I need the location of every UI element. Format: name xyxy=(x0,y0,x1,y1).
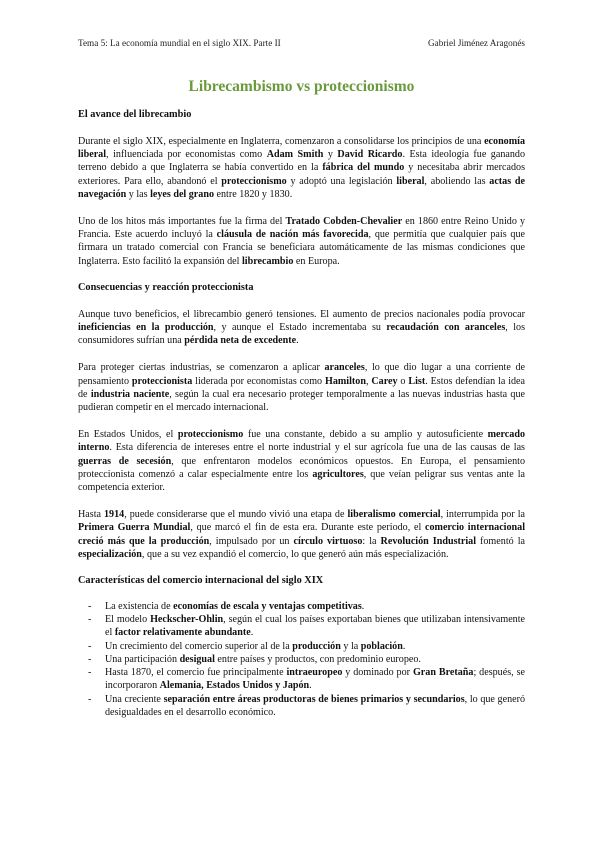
bold-text: desigual xyxy=(179,653,215,665)
bold-text: industria naciente xyxy=(90,388,170,400)
bold-text: Heckscher-Ohlin xyxy=(150,614,224,626)
text-run: , lo que generó desigualdades en el desarrollo económico. xyxy=(105,693,526,718)
text-run: , interrumpida por la xyxy=(440,509,526,521)
text-run: , que veían peligrar sus ventas ante la competencia exterior. xyxy=(78,468,526,494)
list-item xyxy=(78,640,525,653)
text-run: , puede considerarse que el mundo vivió una etapa de xyxy=(124,509,348,521)
bold-text: especialización xyxy=(78,548,142,560)
bold-text: guerras de secesión xyxy=(78,455,172,467)
bold-text: proteccionismo xyxy=(177,429,244,441)
paragraph xyxy=(78,428,525,494)
text-run: Para proteger ciertas industrias, se comenzaron a aplicar xyxy=(78,362,325,374)
list-item-text xyxy=(105,694,525,718)
bold-text: economías de escala y ventajas competitivas xyxy=(173,601,362,613)
text-run: , según la cual era necesario proteger temporalmente a las nuevas industrias hasta que pudieran competir en el mercado internacional. xyxy=(78,388,525,414)
bold-text: recaudación con aranceles xyxy=(386,322,506,334)
bold-text: Revolución Industrial xyxy=(380,535,476,547)
text-run: y xyxy=(323,149,338,161)
bold-text: mercado interno xyxy=(78,429,525,454)
text-run: y dominado por xyxy=(342,667,413,679)
text-run: Uno de los hitos más importantes fue la firma del xyxy=(78,216,286,228)
paragraph xyxy=(78,135,525,201)
bold-text: proteccionismo xyxy=(221,175,287,187)
text-run: fue una constante, debido a su amplio y autosuficiente xyxy=(243,429,488,441)
text-run: o xyxy=(397,375,409,387)
text-run: . xyxy=(309,680,312,692)
text-run: en Europa. xyxy=(293,255,340,267)
text-run: Un crecimiento del comercio superior al de la xyxy=(105,640,293,652)
bold-text: población xyxy=(360,640,403,652)
bold-text: Alemania, Estados Unidos y Japón xyxy=(159,680,310,692)
bold-text: actas de navegación xyxy=(78,175,525,200)
list-item-text xyxy=(105,654,421,665)
text-run: , los consumidores sufrían una xyxy=(78,322,525,347)
text-run: . xyxy=(361,601,365,613)
text-run: Durante el siglo XIX, especialmente en Inglaterra, comenzaron a consolidarse los principios de una xyxy=(78,136,485,147)
header-left: Tema 5: La economía mundial en el siglo XIX. Parte II xyxy=(78,38,281,48)
document-title: Librecambismo vs proteccionismo xyxy=(188,78,415,95)
text-run: . Esta ideología fue ganando terreno debido a que Inglaterra se había convertido en la xyxy=(78,149,525,174)
paragraph xyxy=(78,361,525,414)
text-run: Una participación xyxy=(105,653,180,665)
list-item xyxy=(78,666,525,692)
bullet-marker: - xyxy=(88,640,92,652)
bold-text: círculo virtuoso xyxy=(293,535,363,547)
bold-text: librecambio xyxy=(241,255,294,267)
text-run: : la xyxy=(362,535,381,547)
list-item-text xyxy=(105,667,525,691)
bold-text: liberalismo comercial xyxy=(347,509,441,521)
bold-text: David Ricardo xyxy=(337,149,403,161)
bold-text: pérdida neta de excedente xyxy=(184,335,297,347)
bold-text: liberal xyxy=(396,175,425,187)
text-run: , según el cual los países exportaban bienes que utilizaban intensivamente el xyxy=(105,614,526,639)
bold-text: Gran Bretaña xyxy=(412,667,474,679)
text-run: fomentó la xyxy=(476,535,525,547)
bullet-marker: - xyxy=(88,667,92,679)
bold-text: separación entre áreas productoras de bienes primarios y secundarios xyxy=(163,693,465,705)
text-run: Hasta 1870, el comercio fue principalmente xyxy=(105,667,287,679)
bold-text: cláusula de nación más favorecida xyxy=(216,229,369,241)
text-run: entre países y productos, con predominio europeo. xyxy=(214,653,421,665)
list-item-text xyxy=(105,641,405,652)
header-right: Gabriel Jiménez Aragonés xyxy=(428,38,525,48)
bold-text: Primera Guerra Mundial xyxy=(78,522,191,534)
text-run: Una creciente xyxy=(105,693,164,705)
bold-text: Adam Smith xyxy=(266,149,324,161)
bold-text: Hamilton xyxy=(325,375,366,387)
bold-text: Tratado Cobden-Chevalier xyxy=(285,216,403,228)
text-run: . Estos defendían la idea de xyxy=(78,375,526,400)
list-item xyxy=(78,653,525,666)
text-run: Aunque tuvo beneficios, el librecambio generó tensiones. El aumento de precios nacionales podía provocar xyxy=(78,308,525,320)
list-item-text xyxy=(105,614,525,638)
text-run: . xyxy=(402,640,406,652)
text-run: en 1860 entre Reino Unido y Francia. Este acuerdo incluyó la xyxy=(78,216,525,241)
list-item xyxy=(78,693,525,719)
text-run: . xyxy=(296,335,299,347)
bullet-marker: - xyxy=(88,614,92,626)
page-header xyxy=(78,38,525,49)
text-run: La existencia de xyxy=(105,601,174,613)
text-run: , aboliendo las xyxy=(424,175,490,187)
paragraph xyxy=(78,215,525,268)
text-run: . Esta diferencia de intereses entre el norte industrial y el sur agrícola fue una de las causas de las xyxy=(109,442,525,454)
text-run: , y aunque el Estado incrementaba su xyxy=(213,322,387,334)
bold-text: comercio internacional creció más que la producción xyxy=(78,522,526,547)
bold-text: leyes del grano xyxy=(150,188,214,200)
bullet-marker: - xyxy=(88,693,92,705)
list-item xyxy=(78,613,525,639)
section-heading: Consecuencias y reacción proteccionista xyxy=(78,281,254,293)
text-run: Hasta xyxy=(78,509,104,521)
section-heading: Características del comercio internacional del siglo XIX xyxy=(78,575,324,587)
text-run: entre 1820 y 1830. xyxy=(214,188,293,200)
text-run: ; después, se incorporaron xyxy=(105,667,525,692)
bold-text: fábrica del mundo xyxy=(322,162,405,174)
bold-text: ineficiencias en la producción xyxy=(78,322,214,334)
bold-text: 1914 xyxy=(104,509,125,521)
text-run: , influenciada por economistas como xyxy=(106,149,267,161)
bold-text: aranceles xyxy=(324,362,365,374)
bullet-list xyxy=(78,600,525,719)
bold-text: factor relativamente abundante xyxy=(114,627,251,639)
text-run: , impulsado por un xyxy=(209,535,294,547)
text-run: y la xyxy=(340,640,361,652)
bullet-marker: - xyxy=(88,601,92,613)
text-run: , lo que dio lugar a una corriente de pensamiento xyxy=(78,362,525,387)
bold-text: intraeuropeo xyxy=(286,667,343,679)
list-item xyxy=(78,600,525,613)
text-run: El modelo xyxy=(105,614,151,626)
bold-text: agricultores xyxy=(312,468,364,480)
text-run: y necesitaba abrir mercados exteriores. Para ello, abandonó el xyxy=(78,162,525,187)
bold-text: producción xyxy=(292,640,341,652)
text-run: y las xyxy=(126,188,151,200)
text-run: y adoptó una legislación xyxy=(286,175,397,187)
bold-text: economía liberal xyxy=(78,136,525,161)
section-heading: El avance del librecambio xyxy=(78,109,192,120)
paragraph xyxy=(78,308,525,348)
bold-text: proteccionista xyxy=(131,375,193,387)
text-run: , que a su vez expandió el comercio, lo que generó aún más especialización. xyxy=(141,548,449,560)
text-run: . xyxy=(250,627,254,639)
bullet-marker: - xyxy=(88,653,92,665)
text-run: , que permitía que cualquier país que firmara un tratado comercial con Francia se beneficiara automáticamente de las mismas condiciones que Inglaterra. Esto facilitó la expansión del xyxy=(78,229,525,267)
bold-text: Carey xyxy=(371,375,398,387)
text-run: , que marcó el fin de esta era. Durante este periodo, el xyxy=(190,522,426,534)
paragraph xyxy=(78,508,525,561)
text-run: liderada por economistas como xyxy=(192,375,325,387)
text-run: , que enfrentaron modelos económicos opuestos. En Europa, el pensamiento proteccionista comenzó a calar especialmente entre los xyxy=(78,455,525,480)
text-run: En Estados Unidos, el xyxy=(78,429,178,441)
list-item-text xyxy=(105,601,364,612)
text-run: , xyxy=(365,375,372,387)
bold-text: List xyxy=(408,375,426,387)
